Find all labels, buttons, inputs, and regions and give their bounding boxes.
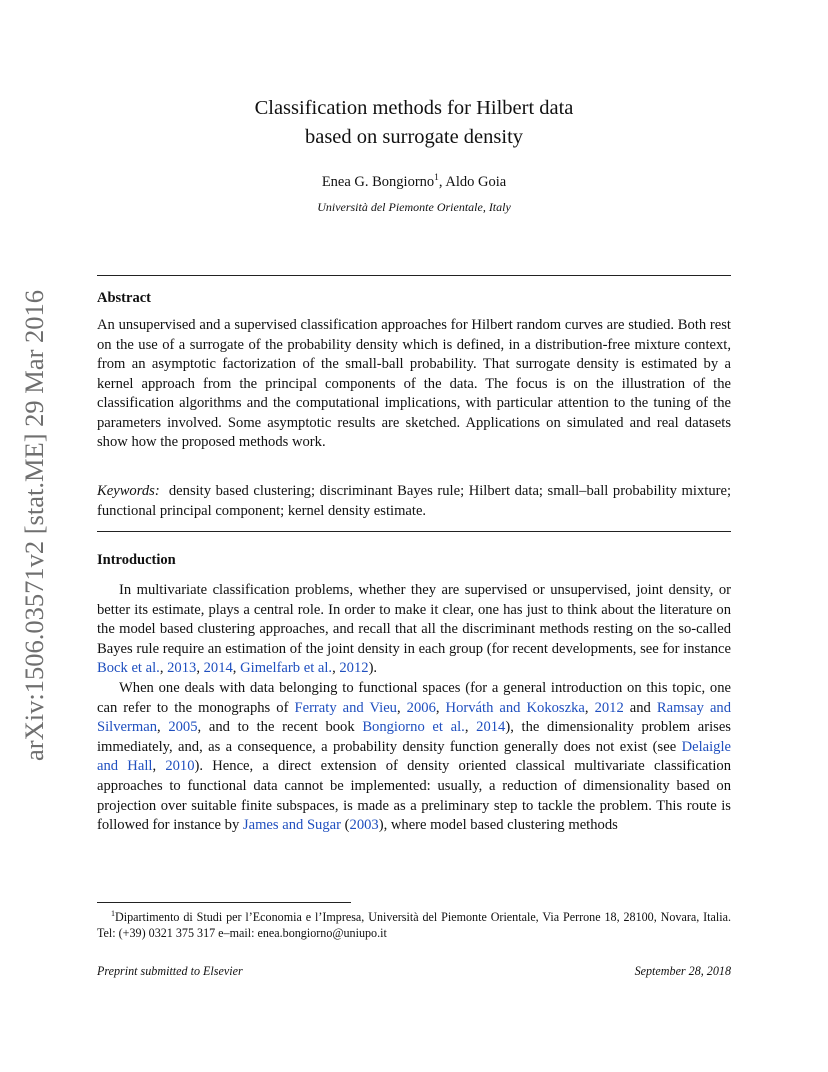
citation-link[interactable]: Gimelfarb et al. — [240, 660, 333, 677]
footer-date: September 28, 2018 — [634, 964, 731, 978]
keywords-label: Keywords: — [97, 483, 160, 499]
authors — [97, 173, 731, 191]
citation-link[interactable]: 2012 — [339, 660, 369, 677]
introduction-heading: Introduction — [97, 552, 176, 568]
footnote — [97, 906, 731, 941]
citation-link[interactable]: James and Sugar — [242, 817, 341, 834]
footnote-mark: 1 — [111, 909, 115, 918]
citation-link[interactable]: 2005 — [168, 719, 198, 736]
text-run: , — [157, 719, 169, 736]
citation-link[interactable]: Horváth and Kokoszka — [445, 699, 585, 716]
text-run: ), the dimensionality problem arises immediately, and, as a consequence, a probability density function generally does not exist (see — [97, 719, 731, 755]
affiliation: Università del Piemonte Orientale, Italy — [317, 200, 511, 214]
text-run: , — [584, 699, 595, 716]
text-run: In multivariate classification problems, whether they are supervised or unsupervised, joint density, or better its estimate, plays a central role. In order to make it clear, one has just to think about the literature on the model based clustering approaches, and recall that all the discriminant methods resting on the so-called Bayes rule require an estimation of the joint density in each group (for recent developments, see for instance — [97, 582, 731, 657]
text-run: , — [232, 660, 241, 677]
citation-link[interactable]: Bongiorno et al. — [362, 719, 465, 736]
text-run: ). — [368, 660, 378, 677]
title-line-2: based on surrogate density — [304, 126, 524, 148]
citation-link[interactable]: 2003 — [349, 817, 379, 834]
text-run: and — [623, 699, 657, 716]
title-line-1: Classification methods for Hilbert data — [254, 97, 574, 119]
citation-link[interactable]: 2014 — [203, 660, 233, 677]
citation-link[interactable]: Ramsay and Silverman — [97, 699, 732, 736]
text-run: , — [396, 699, 407, 716]
text-run: , — [435, 699, 446, 716]
text-run: , — [159, 660, 168, 677]
citation-link[interactable]: 2012 — [594, 699, 624, 716]
keywords — [97, 482, 731, 521]
text-run: ). Hence, a direct extension of density oriented classical multivariate classification approaches to functional data cannot be implemented: usually, a reduction of dimensionality based on projection over suitable finite subspaces, is made as a preliminary step to tackle the problem. This route is followed for instance by — [97, 758, 731, 834]
intro-paragraph-2 — [97, 679, 731, 836]
abstract-heading: Abstract — [97, 290, 151, 306]
text-run: , and to the recent book — [197, 719, 363, 736]
abstract-top-rule — [97, 275, 731, 276]
text-run: , — [196, 660, 204, 677]
citation-link[interactable]: Ferraty and Vieu — [294, 699, 397, 716]
author-rest: , Aldo Goia — [438, 174, 507, 190]
text-run: ( — [341, 817, 350, 834]
author-footnote-mark[interactable]: 1 — [434, 173, 439, 183]
footnote-rule — [97, 902, 351, 903]
footnote-body: Dipartimento di Studi per l’Economia e l’Impresa, Università del Piemonte Orientale, Via Perrone 18, 28100, Novara, Italia. Tel: (+39) 0321 375 317 e–mail: enea.bongiorno@uniupo.it — [97, 910, 731, 940]
author-name: Enea G. Bongiorno — [321, 174, 435, 190]
text-run: , — [152, 758, 166, 775]
introduction-body — [97, 581, 731, 836]
text-run: When one deals with data belonging to functional spaces (for a general introduction on this topic, one can refer to the monographs of — [97, 679, 731, 716]
citation-link[interactable]: Bock et al. — [97, 660, 160, 677]
keywords-text: density based clustering; discriminant Bayes rule; Hilbert data; small–ball probability mixture; functional principal component; kernel density estimate. — [97, 483, 732, 519]
citation-link[interactable]: 2013 — [167, 660, 197, 677]
intro-paragraph-1 — [97, 581, 731, 679]
text-run: ), where model based clustering methods — [378, 817, 618, 834]
text-run: , — [332, 660, 340, 677]
arxiv-identifier: arXiv:1506.03571v2 [stat.ME] 29 Mar 2016 — [19, 289, 49, 761]
citation-link[interactable]: 2014 — [476, 719, 506, 736]
footnote-text — [97, 906, 731, 941]
citation-link[interactable]: 2006 — [406, 699, 436, 716]
abstract-bottom-rule — [97, 531, 731, 532]
footer-preprint: Preprint submitted to Elsevier — [97, 964, 243, 978]
text-run: , — [464, 719, 477, 736]
abstract-body: An unsupervised and a supervised classification approaches for Hilbert random curves are studied. Both rest on the use of a surrogate of the probability density which is defined, in a distribution-free mixture context, from an asymptotic factorization of the small-ball probability. That surrogate density is estimated by a kernel approach from the principal components of the data. The focus is on the illustration of the classification algorithms and the computational implications, with particular attention to the tuning of the parameters involved. Some asymptotic results are sketched. Applications on simulated and real datasets show how the proposed methods work. — [97, 317, 731, 450]
citation-link[interactable]: 2010 — [165, 758, 195, 775]
citation-link[interactable]: Delaigle and Hall — [97, 738, 731, 775]
paper-title — [97, 94, 731, 152]
